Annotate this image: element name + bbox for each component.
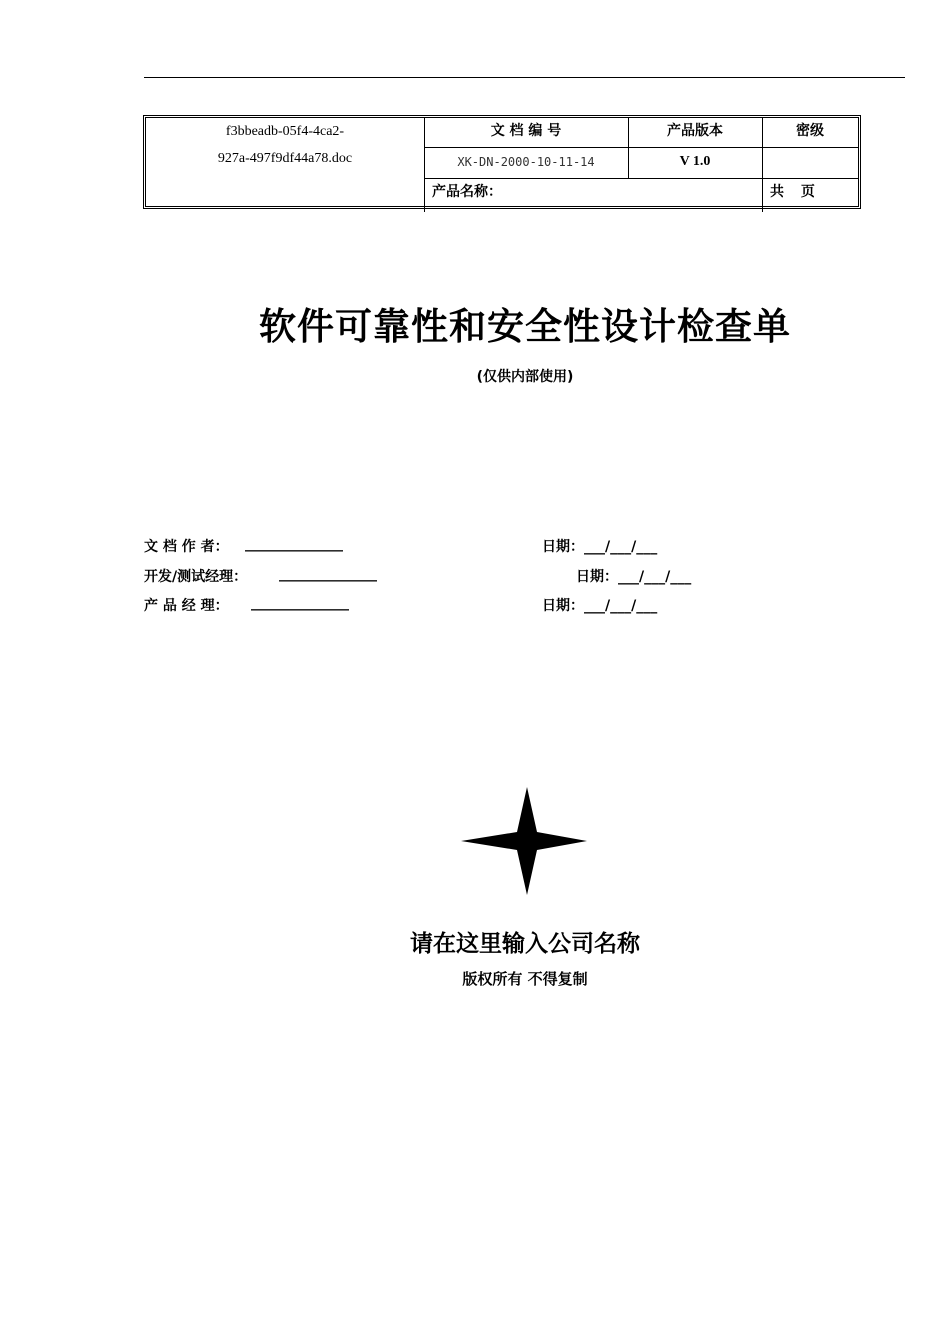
pm-date: 日期：___/___/___	[542, 598, 658, 614]
document-title: 软件可靠性和安全性设计检查单	[259, 305, 791, 348]
version-value: V 1.0	[679, 154, 711, 169]
security-value	[762, 147, 858, 178]
doc-number-label: 文 档 编 号	[490, 123, 562, 139]
devtest-date: 日期：___/___/___	[576, 569, 692, 585]
document-header-table	[143, 115, 861, 209]
doc-number-value: XK-DN-2000-10-11-14	[457, 155, 595, 169]
top-rule	[144, 77, 905, 78]
version-label: 产品版本	[667, 123, 723, 139]
author-date: 日期：___/___/___	[542, 539, 658, 555]
pages-label: 共 页	[770, 184, 821, 200]
company-name: 请在这里输入公司名称	[410, 931, 640, 957]
security-label: 密级	[796, 123, 824, 139]
filename-line-1: f3bbeadb-05f4-4ca2-	[225, 124, 345, 139]
copyright-notice: 版权所有 不得复制	[462, 970, 588, 988]
pm-signature-line: ______________	[251, 595, 349, 611]
author-label: 文 档 作 者：	[144, 539, 229, 555]
product-manager-label: 产 品 经 理：	[144, 598, 229, 614]
filename-cell	[146, 118, 424, 206]
devtest-manager-label: 开发/测试经理：	[144, 569, 248, 585]
product-name-label: 产品名称：	[432, 184, 502, 200]
devtest-signature-line: ______________	[279, 566, 377, 582]
author-signature-line: ______________	[245, 536, 343, 552]
four-point-star-icon	[461, 787, 587, 895]
document-subtitle: (仅供内部使用)	[476, 369, 574, 385]
filename-line-2: 927a-497f9df44a78.doc	[217, 151, 353, 166]
